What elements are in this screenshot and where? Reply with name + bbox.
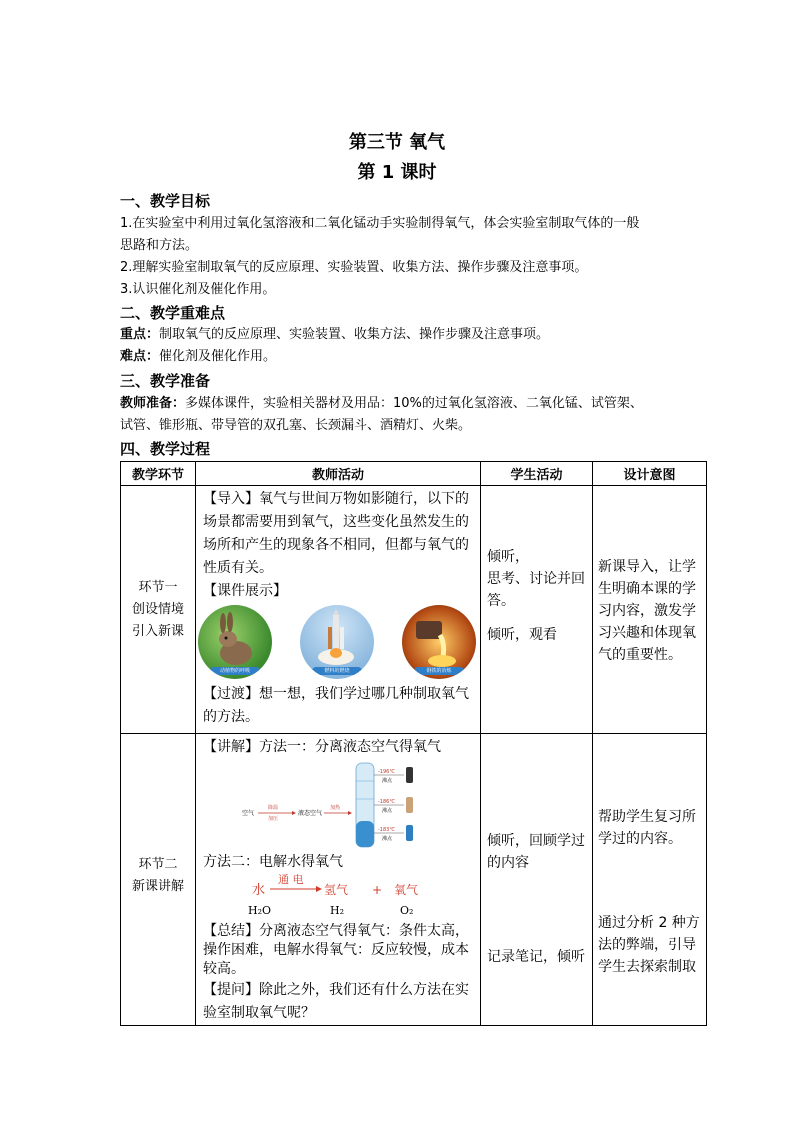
- eq-plus: +: [372, 883, 383, 897]
- diag-bp-3: 沸点: [382, 836, 393, 842]
- eq-oxygen: 氧气: [394, 883, 419, 897]
- header-student: 学生活动: [481, 462, 593, 486]
- diag-bp-1: 沸点: [382, 778, 393, 784]
- section-heading-keypoints: 二、教学重难点: [120, 304, 226, 322]
- header-intent: 设计意图: [593, 462, 707, 486]
- eq-water: 水: [252, 883, 266, 898]
- eq-formula-hydrogen: H₂: [330, 904, 345, 917]
- teacher-question: 【提问】除此之外，我们还有什么方法在实验室制取氧气呢？: [203, 982, 469, 1021]
- goal-line-4: 3.认识催化剂及催化作用。: [120, 282, 276, 297]
- teacher-explain: 【讲解】方法一：分离液态空气得氧气: [203, 739, 441, 755]
- teacher-cell: [196, 486, 481, 734]
- table-header-row: [121, 462, 707, 486]
- prep-line-2: 试管、锥形瓶、带导管的双孔塞、长颈漏斗、酒精灯、火柴。: [120, 418, 472, 433]
- stage-line: 环节二: [138, 856, 178, 872]
- section-heading-process: 四、教学过程: [120, 440, 211, 458]
- header-stage: 教学环节: [121, 462, 196, 486]
- design-intent: 帮助学生复习所学过的内容。: [598, 809, 696, 847]
- design-intent: 新课导入，让学生明确本课的学习内容，激发学习兴趣和体现氧气的重要性。: [598, 559, 696, 663]
- key-point-line: [120, 325, 690, 345]
- student-activity: 倾听，: [487, 549, 529, 565]
- eq-hydrogen: 氢气: [324, 883, 349, 897]
- student-activity: 倾听，回顾学过的内容: [487, 833, 585, 871]
- scene-images: [196, 603, 480, 683]
- diag-temp-2: -186℃: [378, 799, 395, 805]
- key-point-label: 重点：: [120, 327, 160, 342]
- table-row: [121, 734, 707, 1026]
- page-title: 第三节 氧气: [348, 132, 446, 153]
- electrolysis-equation: [196, 874, 480, 922]
- student-cell: [481, 486, 593, 734]
- diag-air: 空气: [242, 810, 255, 817]
- electrolysis-svg: [196, 874, 481, 922]
- teacher-courseware: 【课件展示】: [203, 583, 287, 599]
- prep-label: 教师准备：: [120, 396, 186, 411]
- hard-point-line: [120, 347, 690, 367]
- air-separation-svg: [196, 759, 481, 851]
- teacher-intro: 【导入】氧气与世间万物如影随行，以下的场景都需要用到氧气，这些变化虽然发生的场所和产生的现象各不相同，但都与氧气的性质有关。: [203, 491, 469, 576]
- page-subtitle: 第 1 课时: [357, 162, 437, 183]
- teacher-cell: [196, 734, 481, 1026]
- design-intent: 通过分析 2 种方法的弊端，引导学生去探索制取: [598, 915, 700, 975]
- table-row: [121, 486, 707, 734]
- stage-cell: [121, 734, 196, 1026]
- rocket-image: [300, 605, 374, 679]
- diag-cond2: 加压: [268, 816, 279, 822]
- student-activity: 记录笔记，倾听: [487, 949, 585, 965]
- eq-formula-water: H₂O: [248, 904, 272, 917]
- intent-cell: [593, 734, 707, 1026]
- diag-temp-1: -196℃: [378, 769, 395, 775]
- diag-bp-2: 沸点: [382, 808, 393, 814]
- eq-condition: 通 电: [278, 874, 304, 886]
- student-activity: 思考、讨论并回答。: [487, 571, 585, 609]
- stage-cell: [121, 486, 196, 734]
- key-point-text: 制取氧气的反应原理、实验装置、收集方法、操作步骤及注意事项。: [159, 327, 550, 342]
- diag-liquid: 液态空气: [298, 810, 323, 817]
- teacher-summary: 【总结】分离液态空气得氧气：条件太高，操作困难，电解水得氧气：反应较慢，成本较高。: [203, 923, 469, 977]
- student-activity: 倾听，观看: [487, 627, 557, 643]
- teacher-method2: 方法二：电解水得氧气: [203, 854, 343, 870]
- diag-heat: 加热: [330, 805, 341, 811]
- goal-line-3: 2.理解实验室制取氧气的反应原理、实验装置、收集方法、操作步骤及注意事项。: [120, 260, 588, 275]
- section-heading-goals: 一、教学目标: [120, 192, 211, 210]
- caption-combustion: 燃料的燃烧: [312, 667, 362, 675]
- hard-point-label: 难点：: [120, 349, 160, 364]
- diag-temp-3: -183℃: [378, 827, 395, 833]
- stage-line: 环节一: [138, 579, 178, 595]
- stage-line: 引入新课: [131, 623, 184, 639]
- prep-text-1: 多媒体课件，实验相关器材及用品：10%的过氧化氢溶液、二氧化锰、试管架、: [185, 396, 643, 411]
- caption-respiration: 动植物的呼吸: [210, 667, 260, 675]
- intent-cell: [593, 486, 707, 734]
- header-teacher: 教师活动: [196, 462, 481, 486]
- air-separation-diagram: [196, 759, 480, 851]
- rabbit-image: [198, 605, 272, 679]
- teacher-transition: 【过渡】想一想，我们学过哪几种制取氧气的方法。: [203, 686, 469, 725]
- goal-line-2: 思路和方法。: [120, 238, 199, 253]
- stage-line: 新课讲解: [131, 878, 184, 894]
- section-heading-prep: 三、教学准备: [120, 372, 211, 390]
- steel-image: [402, 605, 476, 679]
- eq-formula-oxygen: O₂: [400, 904, 414, 917]
- student-cell: [481, 734, 593, 1026]
- hard-point-text: 催化剂及催化作用。: [159, 349, 277, 364]
- diag-cond1: 降温: [268, 805, 279, 811]
- caption-smelting: 钢铁的冶炼: [414, 667, 464, 675]
- teaching-process-table: [120, 461, 707, 1026]
- stage-line: 创设情境: [131, 601, 184, 617]
- goal-line-1: 1.在实验室中利用过氧化氢溶液和二氧化锰动手实验制得氧气，体会实验室制取气体的一般: [120, 216, 640, 231]
- prep-line-1: [120, 394, 690, 414]
